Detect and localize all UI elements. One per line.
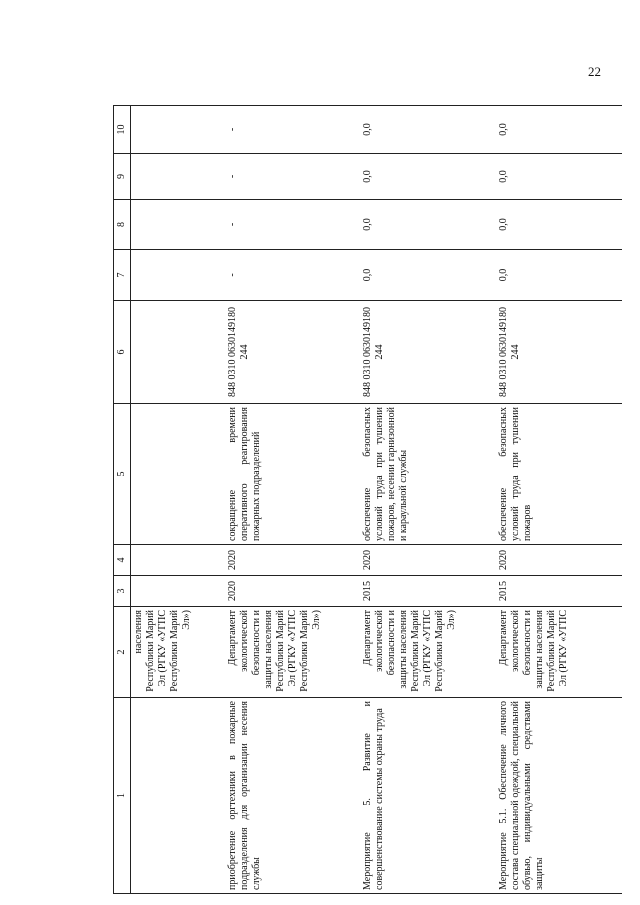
cell-end-year: 2020 [496,545,622,576]
cell-col9: 0,0 [496,154,622,200]
cell-col7 [131,250,226,301]
cell-executor: Департамент экологической безопасности и защиты населения Республики Марий Эл (РГКУ «УГПС Республики Марий Эл») [360,607,496,698]
cell-start-year: 2015 [360,576,496,607]
cell-col9: - [225,154,360,200]
cell-budget-code: 848 0310 0630149180 244 [225,301,360,404]
col-header-2: 2 [114,607,131,698]
cell-activity: приобретение оргтехники в пожарные подразделения для организации несения службы [225,698,360,894]
cell-budget-code: 848 0310 0630149180 244 [496,301,622,404]
table-row [496,106,622,894]
cell-expected-result [131,404,226,545]
table-row [225,106,360,894]
col-header-1: 1 [114,698,131,894]
cell-col9: 0,0 [360,154,496,200]
cell-col7: 0,0 [496,250,622,301]
col-header-10: 10 [114,106,131,154]
cell-col10 [131,106,226,154]
cell-expected-result: сокращение времени оперативного реагирования пожарных подразделений [225,404,360,545]
cell-activity [131,698,226,894]
cell-expected-result: обеспечение безопасных условий труда при тушении пожаров [496,404,622,545]
cell-col8: - [225,200,360,250]
col-header-4: 4 [114,545,131,576]
cell-expected-result: обеспечение безопасных условий труда при тушении пожаров, несении гарнизонной и караульной службы [360,404,496,545]
cell-activity: Мероприятие 5. Развитие и совершенствование системы охраны труда [360,698,496,894]
cell-budget-code: 848 0310 0630149180 244 [360,301,496,404]
cell-col7: - [225,250,360,301]
cell-end-year: 2020 [225,545,360,576]
cell-budget-code [131,301,226,404]
cell-executor: Департамент экологической безопасности и защиты населения Республики Марий Эл (РГКУ «УГПС [496,607,622,698]
cell-col10: 0,0 [360,106,496,154]
col-header-9: 9 [114,154,131,200]
cell-start-year [131,576,226,607]
cell-activity: Мероприятие 5.1. Обеспечение личного состава специальной одеждой, специальной обувью, индивидуальными средствами защиты [496,698,622,894]
cell-start-year: 2015 [496,576,622,607]
cell-col10: 0,0 [496,106,622,154]
cell-end-year [131,545,226,576]
cell-executor: Департамент экологической безопасности и защиты населения Республики Марий Эл (РГКУ «УГПС Республики Марий Эл») [225,607,360,698]
cell-end-year: 2020 [360,545,496,576]
table-row [360,106,496,894]
column-number-header [114,106,131,894]
cell-col8: 0,0 [496,200,622,250]
cell-col10: - [225,106,360,154]
rotated-table-container [113,106,618,894]
cell-start-year: 2020 [225,576,360,607]
cell-col7: 0,0 [360,250,496,301]
page-number: 22 [588,64,601,79]
col-header-5: 5 [114,404,131,545]
col-header-6: 6 [114,301,131,404]
col-header-7: 7 [114,250,131,301]
col-header-8: 8 [114,200,131,250]
cell-col9 [131,154,226,200]
table-row [131,106,226,894]
cell-col8: 0,0 [360,200,496,250]
col-header-3: 3 [114,576,131,607]
program-table [113,105,622,894]
cell-col8 [131,200,226,250]
cell-executor: населения Республики Марий Эл (РГКУ «УГПС Республики Марий Эл») [131,607,226,698]
